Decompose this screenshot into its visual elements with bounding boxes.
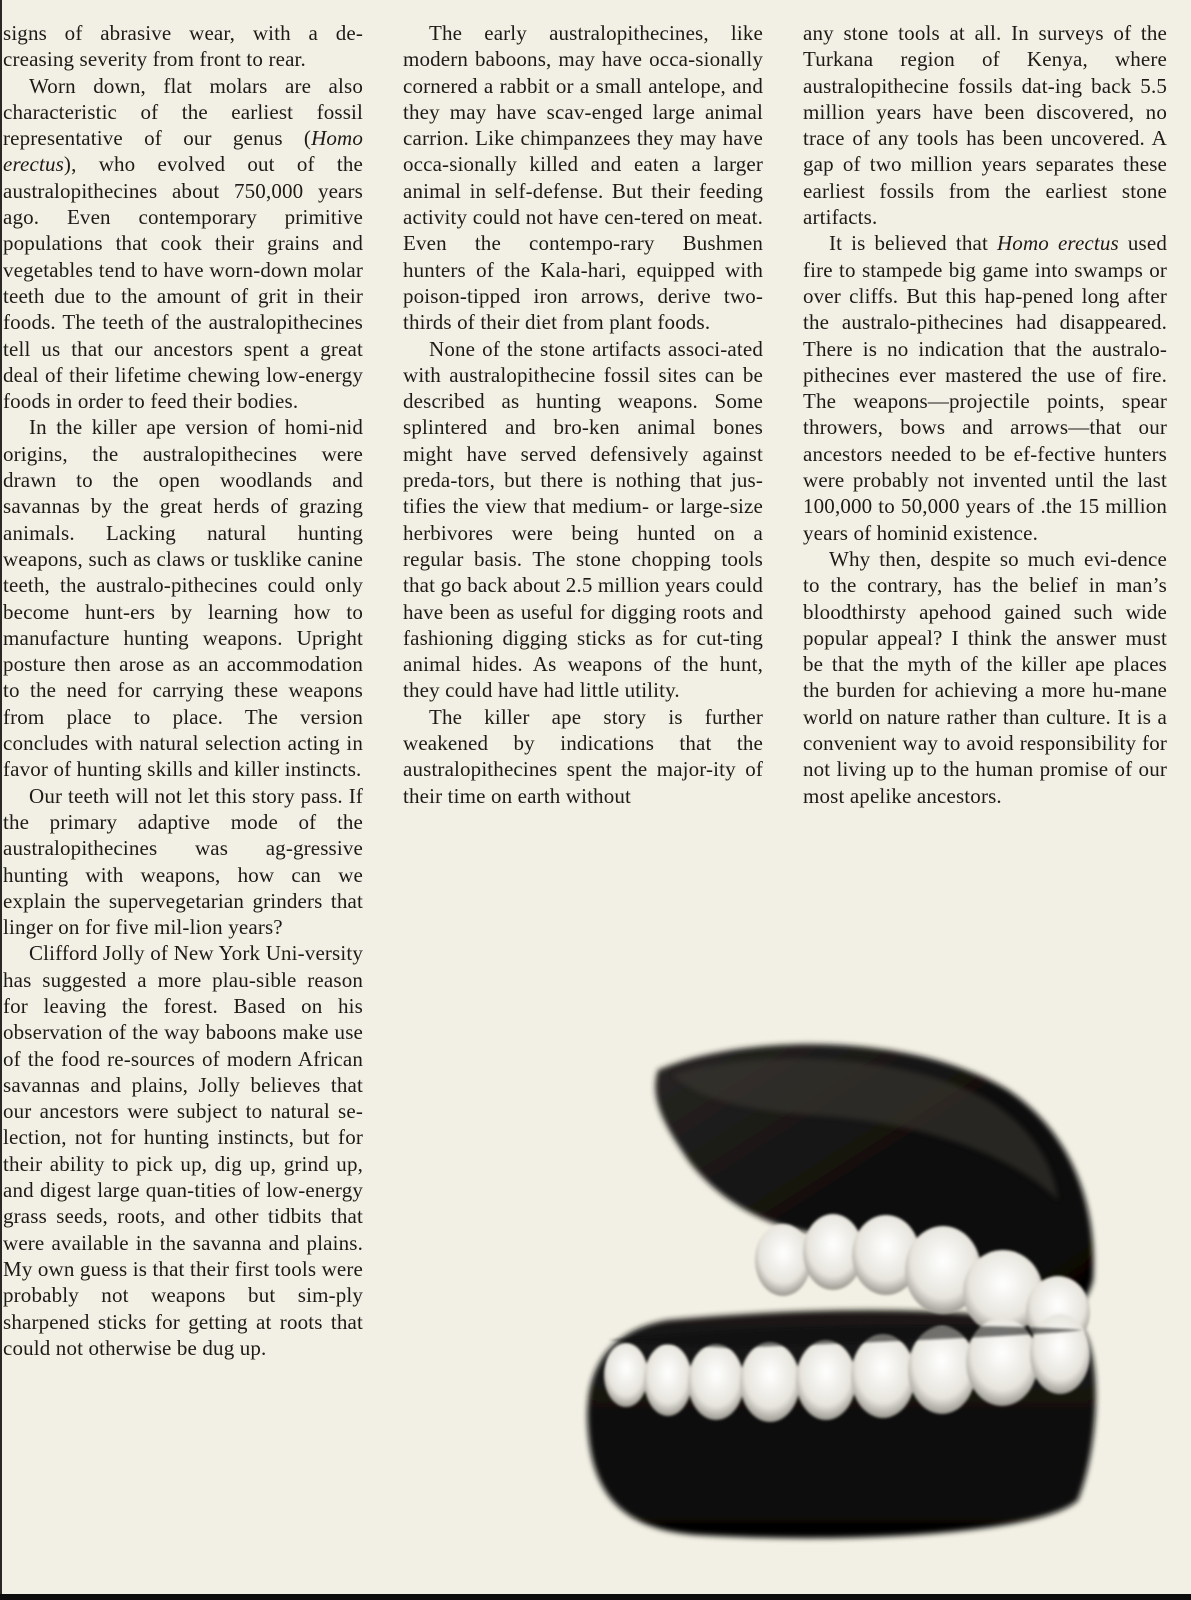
paragraph: signs of abrasive wear, with a de- creasing severity from front to rear.: [3, 21, 363, 72]
paragraph: Worn down, flat molars are also characteristic of the earliest fossil representative of our genus (Homo erectus), who evolved out of the australopithecines about 750,000 years ago. Even contemporary primitive populations that cook their grains and vegetables tend to have worn-down molar teeth due to the amount of grit in their foods. The teeth of the australopithecines tell us that our ancestors spent a great deal of their lifetime chewing low-energy foods in order to feed their bodies.: [3, 73, 363, 414]
paragraph: It is believed that Homo erectus used fire to stampede big game into swamps or over cliffs. But this hap-pened long after the australo-pithecines had disappeared. There is no indication that the australo-pithecines ever mastered the use of fire. The weapons—projectile points, spear throwers, bows and arrows—that our ancestors needed to be ef-fective hunters were probably not invented until the last 100,000 to 50,000 years of .the 15 million years of hominid existence.: [803, 231, 1167, 545]
bottom-border: [0, 1594, 1191, 1600]
paragraph: The early australopithecines, like modern baboons, may have occa-sionally cornered a rabbit or a small antelope, and they may have scav-enged large animal carrion. Like chimpanzees they may have occa-sionally killed and eaten a larger animal in self-defense. But their feeding activity could not have cen-tered on meat. Even the contempo-rary Bushmen hunters of the Kala-hari, equipped with poison-tipped iron arrows, derive two-thirds of their diet from plant foods.: [403, 21, 763, 335]
text-column-2: [403, 20, 763, 809]
paragraph: Clifford Jolly of New York Uni-versity has suggested a more plau-sible reason for leaving the forest. Based on his observation of the way baboons make use of the food re-sources of modern African savannas and plains, Jolly believes that our ancestors were subject to natural se-lection, not for hunting instincts, but for their ability to pick up, dig up, grind up, and digest large quan-tities of low-energy grass seeds, roots, and other tidbits that were available in the savanna and plains. My own guess is that their first tools were probably not weapons but sim-ply sharpened sticks for getting at roots that could not otherwise be dug up.: [3, 941, 363, 1360]
page-left-edge: [0, 0, 2, 1594]
text-column-1: [3, 20, 363, 1361]
text-column-3: [803, 20, 1167, 809]
paragraph: any stone tools at all. In surveys of the Turkana region of Kenya, where australopithecine fossils dat-ing back 5.5 million years have been discovered, no trace of any tools has been uncovered. A gap of two million years separates these earliest fossils from the earliest stone artifacts.: [803, 21, 1167, 230]
paragraph: In the killer ape version of homi-nid origins, the australopithecines were drawn to the open woodlands and savannas by the great herds of grazing animals. Lacking natural hunting weapons, such as claws or tusklike canine teeth, the australo-pithecines could only become hunt-ers by learning how to manufacture hunting weapons. Upright posture then arose as an accommodation to the need for carrying these weapons from place to place. The version concludes with natural selection acting in favor of hunting skills and killer instincts.: [3, 415, 363, 782]
paragraph: The killer ape story is further weakened by indications that the australopithecines spent the major-ity of their time on earth without: [403, 704, 763, 808]
false-teeth-photo: [578, 1030, 1118, 1550]
paragraph: Our teeth will not let this story pass. If the primary adaptive mode of the australopithecines was ag-gressive hunting with weapons, how can we explain the supervegetarian grinders that linger on for five mil-lion years?: [3, 783, 363, 940]
paragraph: Why then, despite so much evi-dence to the contrary, has the belief in man’s bloodthirsty apehood gained such wide popular appeal? I think the answer must be that the myth of the killer ape places the burden for achieving a more hu-mane world on nature rather than culture. It is a convenient way to avoid responsibility for not living up to the human promise of our most apelike ancestors.: [803, 546, 1167, 808]
paragraph: None of the stone artifacts associ-ated with australopithecine fossil sites can be described as hunting weapons. Some splintered and bro-ken animal bones might have served defensively against preda-tors, but there is nothing that jus-tifies the view that medium- or large-size herbivores were being hunted on a regular basis. The stone chopping tools that go back about 2.5 million years could have been as useful for digging roots and fashioning digging sticks as for cut-ting animal hides. As weapons of the hunt, they could have had little utility.: [403, 336, 763, 703]
